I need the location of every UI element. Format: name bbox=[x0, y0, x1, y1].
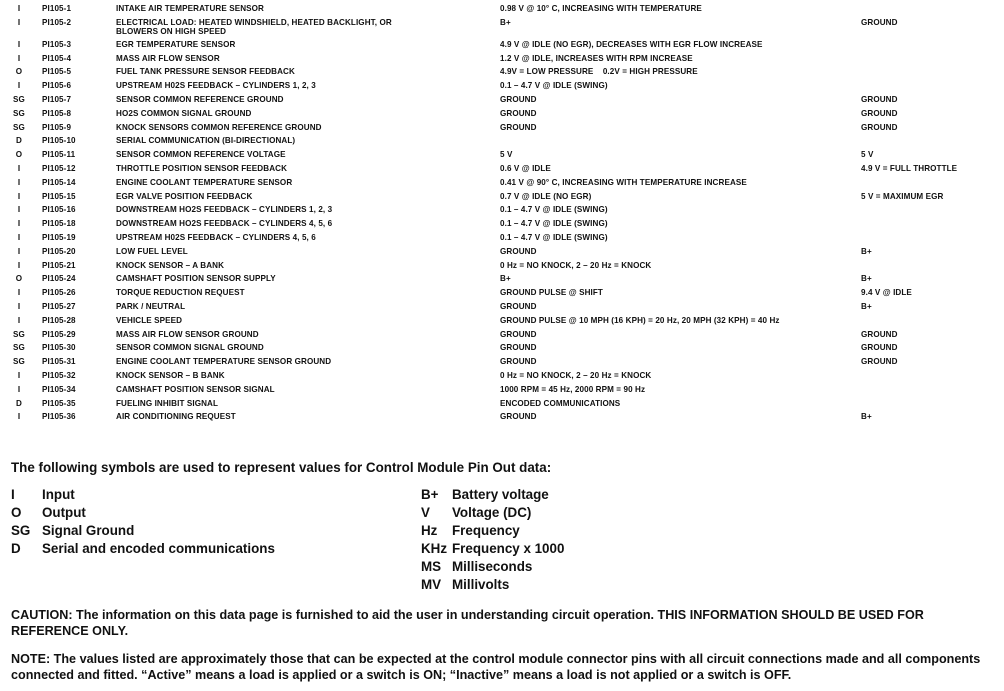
legend-label: Millivolts bbox=[452, 577, 510, 592]
pin-value-1: GROUND bbox=[500, 122, 537, 132]
legend-label: Serial and encoded communications bbox=[42, 541, 275, 556]
legend-label: Signal Ground bbox=[42, 523, 135, 538]
table-row bbox=[0, 162, 1004, 176]
pin-type: I bbox=[17, 39, 21, 49]
table-row bbox=[0, 52, 1004, 66]
pin-id: PI105-4 bbox=[42, 53, 72, 63]
pin-value-1: 0.7 V @ IDLE (NO EGR) bbox=[500, 191, 592, 201]
pin-id: PI105-12 bbox=[42, 163, 76, 173]
pin-description: FUELING INHIBIT SIGNAL bbox=[116, 398, 219, 408]
pin-value-1: 0.1 – 4.7 V @ IDLE (SWING) bbox=[500, 232, 608, 242]
table-row bbox=[0, 38, 1004, 52]
pin-value-1: GROUND bbox=[500, 357, 537, 367]
pin-type: SG bbox=[13, 108, 25, 118]
pin-id: PI105-24 bbox=[42, 274, 76, 284]
pin-value-1: B+ bbox=[500, 17, 511, 27]
pin-description: UPSTREAM H02S FEEDBACK – CYLINDERS 1, 2, 3 bbox=[116, 81, 316, 91]
table-row bbox=[0, 2, 1004, 16]
table-row bbox=[0, 328, 1004, 342]
pin-description: ENGINE COOLANT TEMPERATURE SENSOR bbox=[116, 177, 293, 187]
pin-id: PI105-8 bbox=[42, 108, 72, 118]
pin-type: I bbox=[17, 384, 21, 394]
pin-value-2: 4.9 V = FULL THROTTLE bbox=[861, 163, 958, 173]
pin-type: I bbox=[17, 163, 21, 173]
pin-description: INTAKE AIR TEMPERATURE SENSOR bbox=[116, 4, 264, 13]
legend-code: D bbox=[11, 541, 21, 556]
pin-id: PI105-2 bbox=[42, 17, 72, 27]
pin-id: PI105-19 bbox=[42, 232, 76, 242]
pin-value-2: B+ bbox=[861, 274, 872, 284]
pin-value-1: GROUND PULSE @ SHIFT bbox=[500, 288, 603, 298]
pin-type: D bbox=[16, 398, 22, 408]
table-row bbox=[0, 341, 1004, 355]
pin-id: PI105-31 bbox=[42, 357, 76, 367]
pin-value-1: GROUND bbox=[500, 301, 537, 311]
pin-description: CAMSHAFT POSITION SENSOR SIGNAL bbox=[116, 384, 275, 394]
pin-description: SENSOR COMMON SIGNAL GROUND bbox=[116, 343, 264, 353]
pin-description: HO2S COMMON SIGNAL GROUND bbox=[116, 108, 252, 118]
pin-id: PI105-1 bbox=[42, 4, 72, 13]
pin-id: PI105-20 bbox=[42, 246, 76, 256]
pin-id: PI105-32 bbox=[42, 370, 76, 380]
pin-description: MASS AIR FLOW SENSOR GROUND bbox=[116, 329, 259, 339]
pin-value-1: 0.98 V @ 10° C, INCREASING WITH TEMPERATURE bbox=[500, 4, 702, 13]
pin-value-1: GROUND bbox=[500, 108, 537, 118]
legend-label: Frequency x 1000 bbox=[452, 541, 565, 556]
pin-id: PI105-36 bbox=[42, 412, 76, 422]
pin-id: PI105-10 bbox=[42, 136, 76, 146]
pin-value-1: 0.41 V @ 90° C, INCREASING WITH TEMPERATURE INCREASE bbox=[500, 177, 747, 187]
pin-value-1: 1.2 V @ IDLE, INCREASES WITH RPM INCREASE bbox=[500, 53, 693, 63]
table-row bbox=[0, 190, 1004, 204]
note-text: NOTE: The values listed are approximately those that can be expected at the control module connector pins with all circuit connections made and all components connected and fitted. “Active” means a load is applied or a switch is ON; “Inactive” means a load is not applied or a switch is OFF. bbox=[11, 652, 981, 682]
pin-type: I bbox=[17, 232, 21, 242]
legend-label: Milliseconds bbox=[452, 559, 533, 574]
pin-value-1: B+ bbox=[500, 274, 511, 284]
pin-description: EGR TEMPERATURE SENSOR bbox=[116, 39, 236, 49]
pin-description: MASS AIR FLOW SENSOR bbox=[116, 53, 220, 63]
pin-id: PI105-15 bbox=[42, 191, 76, 201]
table-row bbox=[0, 121, 1004, 135]
pin-type: SG bbox=[13, 122, 25, 132]
pin-type: D bbox=[16, 136, 22, 146]
pin-id: PI105-28 bbox=[42, 315, 76, 325]
table-row bbox=[0, 16, 1004, 38]
pin-type: O bbox=[15, 274, 23, 284]
pin-type: SG bbox=[13, 343, 25, 353]
pin-id: PI105-14 bbox=[42, 177, 76, 187]
pin-id: PI105-3 bbox=[42, 39, 72, 49]
legend-label: Input bbox=[42, 487, 75, 502]
pin-description: LOW FUEL LEVEL bbox=[116, 246, 188, 256]
pin-type: I bbox=[17, 4, 21, 13]
pin-value-2: 5 V = MAXIMUM EGR bbox=[861, 191, 944, 201]
table-row bbox=[0, 259, 1004, 273]
pin-type: I bbox=[17, 191, 21, 201]
pin-value-2: GROUND bbox=[861, 329, 898, 339]
table-row bbox=[0, 286, 1004, 300]
table-row bbox=[0, 355, 1004, 369]
pin-value-1: GROUND bbox=[500, 329, 537, 339]
pin-value-2: B+ bbox=[861, 412, 872, 422]
table-row bbox=[0, 369, 1004, 383]
table-row bbox=[0, 231, 1004, 245]
pin-type: I bbox=[17, 370, 21, 380]
table-row bbox=[0, 134, 1004, 148]
table-row bbox=[0, 410, 1004, 424]
legend-label: Battery voltage bbox=[452, 487, 549, 502]
pin-value-1: 0.1 – 4.7 V @ IDLE (SWING) bbox=[500, 205, 608, 215]
pin-description: FUEL TANK PRESSURE SENSOR FEEDBACK bbox=[116, 67, 295, 77]
legend-code: B+ bbox=[421, 487, 439, 502]
pin-value-1: GROUND PULSE @ 10 MPH (16 KPH) = 20 Hz, 20 MPH (32 KPH) = 40 Hz bbox=[500, 315, 780, 325]
pin-description: UPSTREAM H02S FEEDBACK – CYLINDERS 4, 5, 6 bbox=[116, 232, 316, 242]
legend-code: MV bbox=[421, 577, 442, 592]
legend-label: Output bbox=[42, 505, 86, 520]
pin-description: CAMSHAFT POSITION SENSOR SUPPLY bbox=[116, 274, 276, 284]
pin-value-2: B+ bbox=[861, 301, 872, 311]
pin-type: I bbox=[17, 17, 21, 27]
pin-type: I bbox=[17, 246, 21, 256]
pin-out-table bbox=[0, 2, 1004, 424]
legend-code: V bbox=[421, 505, 430, 520]
legend-code: O bbox=[11, 505, 22, 520]
legend-label: Voltage (DC) bbox=[452, 505, 532, 520]
legend-code: Hz bbox=[421, 523, 438, 538]
pin-id: PI105-35 bbox=[42, 398, 76, 408]
legend-label: Frequency bbox=[452, 523, 520, 538]
table-row bbox=[0, 65, 1004, 79]
pin-description: SENSOR COMMON REFERENCE VOLTAGE bbox=[116, 150, 286, 160]
pin-description: PARK / NEUTRAL bbox=[116, 301, 186, 311]
pin-type: I bbox=[17, 288, 21, 298]
pin-description: TORQUE REDUCTION REQUEST bbox=[116, 288, 245, 298]
pin-type: SG bbox=[13, 357, 25, 367]
pin-id: PI105-18 bbox=[42, 219, 76, 229]
pin-type: I bbox=[17, 53, 21, 63]
pin-value-1: 0.1 – 4.7 V @ IDLE (SWING) bbox=[500, 219, 608, 229]
pin-value-2: GROUND bbox=[861, 94, 898, 104]
pin-type: I bbox=[17, 177, 21, 187]
pin-description: AIR CONDITIONING REQUEST bbox=[116, 412, 236, 422]
pin-description: DOWNSTREAM HO2S FEEDBACK – CYLINDERS 1, 2, 3 bbox=[116, 205, 333, 215]
pin-description: DOWNSTREAM HO2S FEEDBACK – CYLINDERS 4, 5, 6 bbox=[116, 219, 333, 229]
pin-value-1: 0.6 V @ IDLE bbox=[500, 163, 551, 173]
pin-id: PI105-34 bbox=[42, 384, 76, 394]
table-row bbox=[0, 79, 1004, 93]
pin-value-1: GROUND bbox=[500, 412, 537, 422]
pin-description: EGR VALVE POSITION FEEDBACK bbox=[116, 191, 253, 201]
pin-id: PI105-21 bbox=[42, 260, 76, 270]
pin-value-1: GROUND bbox=[500, 246, 537, 256]
pin-description: SERIAL COMMUNICATION (BI-DIRECTIONAL) bbox=[116, 136, 296, 146]
table-row bbox=[0, 245, 1004, 259]
table-row bbox=[0, 217, 1004, 231]
pin-value-2: GROUND bbox=[861, 122, 898, 132]
pin-value-2: B+ bbox=[861, 246, 872, 256]
pin-type: I bbox=[17, 205, 21, 215]
pin-id: PI105-9 bbox=[42, 122, 72, 132]
legend-code: SG bbox=[11, 523, 31, 538]
pin-value-2: GROUND bbox=[861, 343, 898, 353]
pin-type: O bbox=[15, 67, 23, 77]
pin-value-2: GROUND bbox=[861, 108, 898, 118]
caution-text: CAUTION: The information on this data page is furnished to aid the user in understanding circuit operation. THIS INFORMATION SHOULD BE USED FOR REFERENCE ONLY. bbox=[11, 608, 924, 638]
pin-id: PI105-11 bbox=[42, 150, 76, 160]
pin-id: PI105-26 bbox=[42, 288, 76, 298]
pin-value-2: 5 V bbox=[861, 150, 874, 160]
pin-id: PI105-5 bbox=[42, 67, 72, 77]
pin-description: KNOCK SENSOR – B BANK bbox=[116, 370, 225, 380]
pin-value-1: GROUND bbox=[500, 94, 537, 104]
pin-description: ELECTRICAL LOAD: HEATED WINDSHIELD, HEATED BACKLIGHT, OR BLOWERS ON HIGH SPEED bbox=[116, 17, 392, 36]
pin-description: VEHICLE SPEED bbox=[116, 315, 183, 325]
pin-value-1: 0 Hz = NO KNOCK, 2 – 20 Hz = KNOCK bbox=[500, 370, 652, 380]
pin-value-2: 9.4 V @ IDLE bbox=[861, 288, 912, 298]
table-row bbox=[0, 107, 1004, 121]
table-row bbox=[0, 397, 1004, 411]
table-row bbox=[0, 176, 1004, 190]
pin-value-1: 1000 RPM = 45 Hz, 2000 RPM = 90 Hz bbox=[500, 384, 646, 394]
table-row bbox=[0, 272, 1004, 286]
pin-type: SG bbox=[13, 94, 25, 104]
pin-description: ENGINE COOLANT TEMPERATURE SENSOR GROUND bbox=[116, 357, 332, 367]
legend-code: KHz bbox=[421, 541, 448, 556]
pin-id: PI105-29 bbox=[42, 329, 76, 339]
table-row bbox=[0, 93, 1004, 107]
pin-description: KNOCK SENSORS COMMON REFERENCE GROUND bbox=[116, 122, 322, 132]
pin-id: PI105-27 bbox=[42, 301, 76, 311]
pin-value-2: GROUND bbox=[861, 357, 898, 367]
pin-description: KNOCK SENSOR – A BANK bbox=[116, 260, 225, 270]
pin-value-1: 4.9 V @ IDLE (NO EGR), DECREASES WITH EGR FLOW INCREASE bbox=[500, 39, 763, 49]
pin-type: I bbox=[17, 301, 21, 311]
pin-type: I bbox=[17, 81, 21, 91]
table-row bbox=[0, 203, 1004, 217]
legend-code: I bbox=[11, 487, 15, 502]
pin-value-1: 5 V bbox=[500, 150, 513, 160]
pin-type: I bbox=[17, 219, 21, 229]
pin-type: I bbox=[17, 260, 21, 270]
pin-value-1: 4.9V = LOW PRESSURE 0.2V = HIGH PRESSURE bbox=[500, 67, 698, 77]
pin-type: O bbox=[15, 150, 23, 160]
pin-description: SENSOR COMMON REFERENCE GROUND bbox=[116, 94, 284, 104]
pin-id: PI105-6 bbox=[42, 81, 72, 91]
pin-value-1: 0.1 – 4.7 V @ IDLE (SWING) bbox=[500, 81, 608, 91]
pin-description: THROTTLE POSITION SENSOR FEEDBACK bbox=[116, 163, 288, 173]
pin-value-1: GROUND bbox=[500, 343, 537, 353]
table-row bbox=[0, 300, 1004, 314]
pin-id: PI105-16 bbox=[42, 205, 76, 215]
pin-value-1: 0 Hz = NO KNOCK, 2 – 20 Hz = KNOCK bbox=[500, 260, 652, 270]
pin-value-1: ENCODED COMMUNICATIONS bbox=[500, 398, 621, 408]
legend-code: MS bbox=[421, 559, 442, 574]
table-row bbox=[0, 314, 1004, 328]
pin-id: PI105-30 bbox=[42, 343, 76, 353]
pin-value-2: GROUND bbox=[861, 17, 898, 27]
pin-type: I bbox=[17, 412, 21, 422]
pin-type: I bbox=[17, 315, 21, 325]
table-row bbox=[0, 383, 1004, 397]
pin-type: SG bbox=[13, 329, 25, 339]
pin-id: PI105-7 bbox=[42, 94, 72, 104]
table-row bbox=[0, 148, 1004, 162]
symbols-intro: The following symbols are used to represent values for Control Module Pin Out data: bbox=[11, 460, 552, 475]
